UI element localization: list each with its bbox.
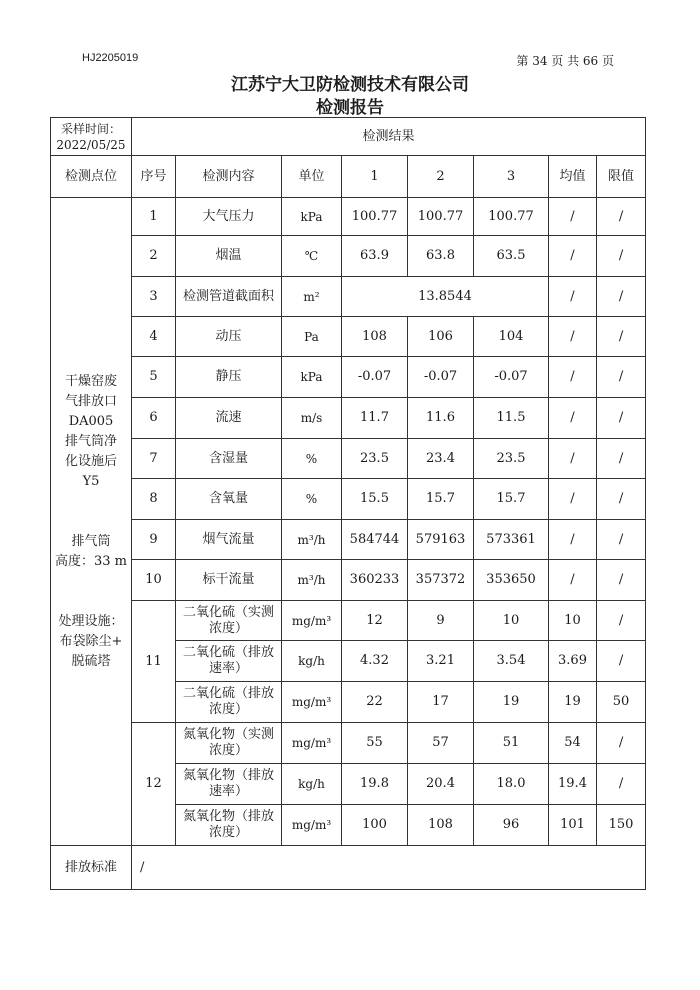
standard-label: 排放标准 (51, 846, 132, 890)
value-3-cell: 19 (474, 682, 549, 723)
content-cell: 检测管道截面积 (176, 277, 282, 317)
facility-lines (53, 612, 129, 672)
value-2-cell: 20.4 (408, 764, 474, 805)
avg-cell: / (549, 479, 597, 520)
table-row (51, 520, 646, 560)
value-3-cell: 18.0 (474, 764, 549, 805)
report-title: 检测报告 (316, 98, 384, 118)
company-title: 江苏宁大卫防检测技术有限公司 (231, 75, 469, 95)
content-cell: 大气压力 (176, 198, 282, 236)
header-limit: 限值 (597, 156, 646, 198)
unit-cell: mg/m³ (282, 723, 342, 764)
height-lines (53, 532, 129, 572)
table-row (51, 277, 646, 317)
limit-cell: / (597, 277, 646, 317)
value-3-cell: 353650 (474, 560, 549, 601)
content-cell: 氮氧化物（排放浓度） (176, 805, 282, 846)
content-cell: 烟气流量 (176, 520, 282, 560)
limit-cell: / (597, 764, 646, 805)
results-table (50, 117, 646, 890)
value-2-cell: 100.77 (408, 198, 474, 236)
header-point: 检测点位 (51, 156, 132, 198)
seq-cell: 9 (132, 520, 176, 560)
content-cell: 动压 (176, 317, 282, 357)
value-3-cell: 104 (474, 317, 549, 357)
sampling-date: 2022/05/25 (56, 137, 126, 152)
avg-cell: / (549, 439, 597, 479)
value-2-cell: 57 (408, 723, 474, 764)
header-seq: 序号 (132, 156, 176, 198)
seq-cell: 7 (132, 439, 176, 479)
value-3-cell: 3.54 (474, 641, 549, 682)
avg-cell: 19 (549, 682, 597, 723)
table-row (51, 439, 646, 479)
avg-cell: / (549, 317, 597, 357)
table-row (51, 317, 646, 357)
seq-cell: 3 (132, 277, 176, 317)
unit-cell: m/s (282, 398, 342, 439)
point-name-line: DA005 (68, 413, 114, 429)
value-1-cell: 4.32 (342, 641, 408, 682)
content-cell: 氮氧化物（实测浓度） (176, 723, 282, 764)
limit-cell: / (597, 641, 646, 682)
seq-cell: 1 (132, 198, 176, 236)
avg-cell: / (549, 198, 597, 236)
name-lines (53, 372, 129, 492)
point-name-line: 排气筒净 (64, 433, 117, 449)
unit-cell: mg/m³ (282, 601, 342, 641)
seq-cell: 8 (132, 479, 176, 520)
value-1-cell: 584744 (342, 520, 408, 560)
unit-cell: kPa (282, 198, 342, 236)
seq-cell: 4 (132, 317, 176, 357)
content-cell: 静压 (176, 357, 282, 398)
unit-cell: kg/h (282, 641, 342, 682)
results-label: 检测结果 (132, 118, 646, 156)
value-3-cell: -0.07 (474, 357, 549, 398)
limit-cell: / (597, 317, 646, 357)
avg-cell: 19.4 (549, 764, 597, 805)
seq-cell: 2 (132, 236, 176, 277)
value-3-cell: 23.5 (474, 439, 549, 479)
avg-cell: 3.69 (549, 641, 597, 682)
value-3-cell: 15.7 (474, 479, 549, 520)
value-1-cell: 100.77 (342, 198, 408, 236)
value-1-cell: 360233 (342, 560, 408, 601)
value-1-cell: 108 (342, 317, 408, 357)
seq-cell: 10 (132, 560, 176, 601)
content-cell: 标干流量 (176, 560, 282, 601)
header-content: 检测内容 (176, 156, 282, 198)
unit-cell: ℃ (282, 236, 342, 277)
point-info-cell (51, 198, 132, 846)
value-1-cell: 63.9 (342, 236, 408, 277)
unit-cell: % (282, 439, 342, 479)
limit-cell: / (597, 520, 646, 560)
avg-cell: / (549, 236, 597, 277)
table-row (51, 560, 646, 601)
unit-cell: % (282, 479, 342, 520)
limit-cell: / (597, 601, 646, 641)
facility-line: 布袋除尘+ (59, 633, 123, 649)
limit-cell: 150 (597, 805, 646, 846)
content-cell: 流速 (176, 398, 282, 439)
unit-cell: m² (282, 277, 342, 317)
table-row (51, 198, 646, 236)
point-name-line: 化设施后 (64, 453, 117, 469)
limit-cell: / (597, 439, 646, 479)
stack-height-line: 高度：33 m (54, 553, 127, 569)
standard-value: / (132, 846, 646, 890)
unit-cell: mg/m³ (282, 682, 342, 723)
limit-cell: / (597, 198, 646, 236)
header-c2: 2 (408, 156, 474, 198)
limit-cell: 50 (597, 682, 646, 723)
value-2-cell: 106 (408, 317, 474, 357)
value-2-cell: 9 (408, 601, 474, 641)
merged-value-cell: 13.8544 (342, 277, 549, 317)
sampling-time-label: 采样时间： (60, 121, 121, 136)
header-unit: 单位 (282, 156, 342, 198)
avg-cell: / (549, 520, 597, 560)
value-3-cell: 51 (474, 723, 549, 764)
limit-cell: / (597, 723, 646, 764)
point-name-line: 气排放口 (64, 393, 117, 409)
table-row (51, 236, 646, 277)
unit-cell: kPa (282, 357, 342, 398)
value-1-cell: 19.8 (342, 764, 408, 805)
value-2-cell: 357372 (408, 560, 474, 601)
value-2-cell: 11.6 (408, 398, 474, 439)
value-3-cell: 100.77 (474, 198, 549, 236)
limit-cell: / (597, 236, 646, 277)
seq-cell: 6 (132, 398, 176, 439)
value-3-cell: 573361 (474, 520, 549, 560)
value-2-cell: 23.4 (408, 439, 474, 479)
table-row (51, 723, 646, 764)
header-avg: 均值 (549, 156, 597, 198)
unit-cell: m³/h (282, 520, 342, 560)
value-3-cell: 10 (474, 601, 549, 641)
page-info: 第 34 页 共 66 页 (516, 54, 614, 68)
avg-cell: 54 (549, 723, 597, 764)
avg-cell: 101 (549, 805, 597, 846)
content-cell: 二氧化硫（实测浓度） (176, 601, 282, 641)
value-1-cell: 23.5 (342, 439, 408, 479)
value-1-cell: 11.7 (342, 398, 408, 439)
content-cell: 含氧量 (176, 479, 282, 520)
value-1-cell: -0.07 (342, 357, 408, 398)
sampling-time-cell (51, 118, 132, 156)
value-3-cell: 63.5 (474, 236, 549, 277)
content-cell: 烟温 (176, 236, 282, 277)
facility-line: 脱硫塔 (71, 653, 111, 669)
stack-height-line: 排气筒 (71, 533, 111, 549)
facility-line: 处理设施： (58, 613, 124, 629)
table-row (51, 479, 646, 520)
value-3-cell: 96 (474, 805, 549, 846)
value-2-cell: 63.8 (408, 236, 474, 277)
content-cell: 二氧化硫（排放速率） (176, 641, 282, 682)
report-id: HJ2205019 (82, 52, 139, 64)
unit-cell: mg/m³ (282, 805, 342, 846)
table-row (51, 398, 646, 439)
table-row (51, 357, 646, 398)
value-1-cell: 15.5 (342, 479, 408, 520)
value-2-cell: 3.21 (408, 641, 474, 682)
content-cell: 二氧化硫（排放浓度） (176, 682, 282, 723)
avg-cell: / (549, 398, 597, 439)
seq-cell: 5 (132, 357, 176, 398)
value-1-cell: 100 (342, 805, 408, 846)
value-1-cell: 12 (342, 601, 408, 641)
avg-cell: / (549, 560, 597, 601)
value-2-cell: 108 (408, 805, 474, 846)
value-2-cell: 579163 (408, 520, 474, 560)
unit-cell: kg/h (282, 764, 342, 805)
content-cell: 氮氧化物（排放速率） (176, 764, 282, 805)
avg-cell: 10 (549, 601, 597, 641)
avg-cell: / (549, 277, 597, 317)
value-1-cell: 55 (342, 723, 408, 764)
content-cell: 含湿量 (176, 439, 282, 479)
table-row (51, 601, 646, 641)
seq-cell: 12 (132, 723, 176, 846)
point-name-line: Y5 (82, 473, 100, 489)
unit-cell: m³/h (282, 560, 342, 601)
point-name-line: 干燥窑废 (64, 373, 117, 389)
value-1-cell: 22 (342, 682, 408, 723)
seq-cell: 11 (132, 601, 176, 723)
value-2-cell: 17 (408, 682, 474, 723)
unit-cell: Pa (282, 317, 342, 357)
value-2-cell: -0.07 (408, 357, 474, 398)
limit-cell: / (597, 398, 646, 439)
limit-cell: / (597, 357, 646, 398)
header-c3: 3 (474, 156, 549, 198)
limit-cell: / (597, 560, 646, 601)
limit-cell: / (597, 479, 646, 520)
header-c1: 1 (342, 156, 408, 198)
value-2-cell: 15.7 (408, 479, 474, 520)
value-3-cell: 11.5 (474, 398, 549, 439)
avg-cell: / (549, 357, 597, 398)
